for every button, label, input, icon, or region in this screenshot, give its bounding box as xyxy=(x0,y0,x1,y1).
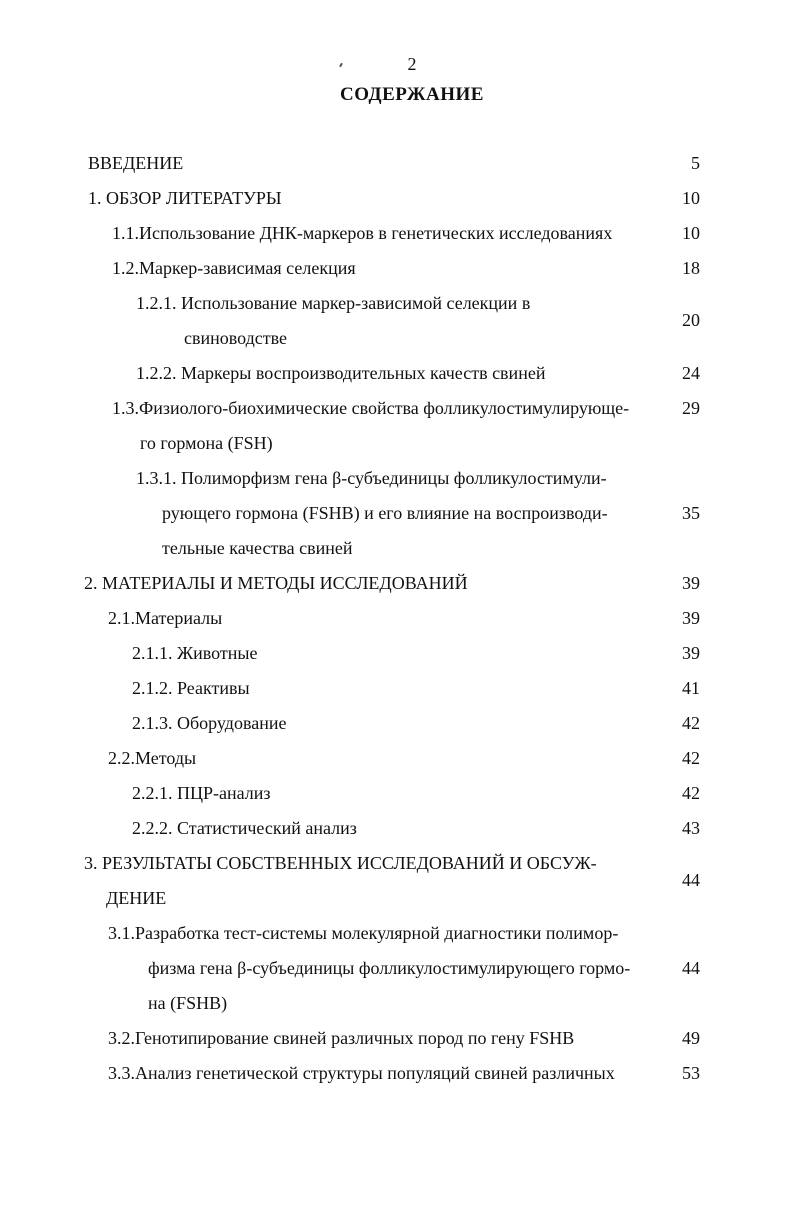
toc-entry-page: 42 xyxy=(682,783,700,803)
toc-entry-title-continuation: го гормона (FSH) xyxy=(140,433,273,453)
page-number: 2 xyxy=(407,54,417,74)
toc-entry-page: 29 xyxy=(682,398,700,418)
toc-entry-page: 41 xyxy=(682,678,700,698)
toc-entry-title: 1.3.Физиолого-биохимические свойства фолликулостимулирующе- xyxy=(112,398,630,418)
toc-entry-title: 1.2.2. Маркеры воспроизводительных качеств свиней xyxy=(136,363,546,383)
toc-entry-page: 53 xyxy=(682,1063,700,1083)
table-of-contents xyxy=(0,146,794,1091)
toc-title: СОДЕРЖАНИЕ xyxy=(340,84,484,105)
toc-entry-2-2-1[interactable] xyxy=(0,776,794,811)
toc-entry-title: ВВЕДЕНИЕ xyxy=(88,153,184,173)
toc-entry-page: 39 xyxy=(682,608,700,628)
toc-entry-3-1[interactable] xyxy=(0,916,794,1021)
toc-entry-1-2-2[interactable] xyxy=(0,356,794,391)
toc-entry-title: 3. РЕЗУЛЬТАТЫ СОБСТВЕННЫХ ИССЛЕДОВАНИЙ И ОБСУЖ- xyxy=(84,853,597,873)
toc-entry-title: 2. МАТЕРИАЛЫ И МЕТОДЫ ИССЛЕДОВАНИЙ xyxy=(84,573,468,593)
toc-entry-title: 2.2.1. ПЦР-анализ xyxy=(132,783,271,803)
toc-entry-page: 44 xyxy=(682,870,700,890)
toc-entry-title: 3.1.Разработка тест-системы молекулярной диагностики полимор- xyxy=(108,923,619,943)
toc-entry-2-1-3[interactable] xyxy=(0,706,794,741)
toc-entry-title-continuation: рующего гормона (FSHB) и его влияние на воспроизводи- xyxy=(162,503,608,523)
toc-entry-title-continuation: свиноводстве xyxy=(184,328,288,348)
toc-entry-page: 42 xyxy=(682,713,700,733)
toc-entry-chapter-2[interactable] xyxy=(0,566,794,601)
toc-entry-chapter-1[interactable] xyxy=(0,181,794,216)
toc-entry-2-1-1[interactable] xyxy=(0,636,794,671)
toc-entry-introduction[interactable] xyxy=(0,146,794,181)
toc-entry-2-1[interactable] xyxy=(0,601,794,636)
toc-entry-page: 18 xyxy=(682,258,700,278)
toc-entry-title-continuation: тельные качества свиней xyxy=(162,538,353,558)
toc-entry-page: 44 xyxy=(682,958,700,978)
toc-entry-title: 2.2.Методы xyxy=(108,748,197,768)
toc-entry-page: 43 xyxy=(682,818,700,838)
toc-entry-title-continuation: ДЕНИЕ xyxy=(106,888,167,908)
toc-entry-page: 39 xyxy=(682,643,700,663)
toc-entry-title: 2.1.2. Реактивы xyxy=(132,678,250,698)
toc-entry-2-2[interactable] xyxy=(0,741,794,776)
toc-entry-title: 1.2.Маркер-зависимая селекция xyxy=(112,258,356,278)
toc-entry-title-continuation: на (FSHB) xyxy=(148,993,228,1013)
toc-entry-1-3-1[interactable] xyxy=(0,461,794,566)
toc-entry-title: 1. ОБЗОР ЛИТЕРАТУРЫ xyxy=(88,188,282,208)
toc-entry-page: 39 xyxy=(682,573,700,593)
toc-entry-page: 10 xyxy=(682,188,700,208)
toc-entry-page: 5 xyxy=(691,153,700,173)
toc-entry-title: 3.2.Генотипирование свиней различных пород по гену FSHB xyxy=(108,1028,575,1048)
toc-entry-1-3[interactable] xyxy=(0,391,794,461)
toc-entry-page: 35 xyxy=(682,503,700,523)
toc-entry-title: 1.2.1. Использование маркер-зависимой селекции в xyxy=(136,293,531,313)
toc-entry-title: 2.1.Материалы xyxy=(108,608,223,628)
toc-entry-1-2-1[interactable] xyxy=(0,286,794,356)
toc-entry-1-2[interactable] xyxy=(0,251,794,286)
toc-entry-title: 1.1.Использование ДНК-маркеров в генетических исследованиях xyxy=(112,223,613,243)
toc-entry-page: 42 xyxy=(682,748,700,768)
toc-entry-title: 2.2.2. Статистический анализ xyxy=(132,818,357,838)
toc-entry-1-1[interactable] xyxy=(0,216,794,251)
toc-entry-3-3[interactable] xyxy=(0,1056,794,1091)
toc-entry-page: 24 xyxy=(682,363,700,383)
toc-entry-page: 10 xyxy=(682,223,700,243)
toc-entry-3-2[interactable] xyxy=(0,1021,794,1056)
toc-entry-title: 3.3.Анализ генетической структуры популяций свиней различных xyxy=(108,1063,615,1083)
toc-entry-page: 49 xyxy=(682,1028,700,1048)
toc-entry-chapter-3[interactable] xyxy=(0,846,794,916)
toc-entry-page: 20 xyxy=(682,310,700,330)
toc-entry-title: 1.3.1. Полиморфизм гена β-субъединицы фолликулостимули- xyxy=(136,468,607,488)
toc-entry-title-continuation: физма гена β-субъединицы фолликулостимулирующего гормо- xyxy=(148,958,631,978)
toc-entry-2-2-2[interactable] xyxy=(0,811,794,846)
toc-entry-title: 2.1.3. Оборудование xyxy=(132,713,287,733)
toc-entry-title: 2.1.1. Животные xyxy=(132,643,258,663)
toc-entry-2-1-2[interactable] xyxy=(0,671,794,706)
